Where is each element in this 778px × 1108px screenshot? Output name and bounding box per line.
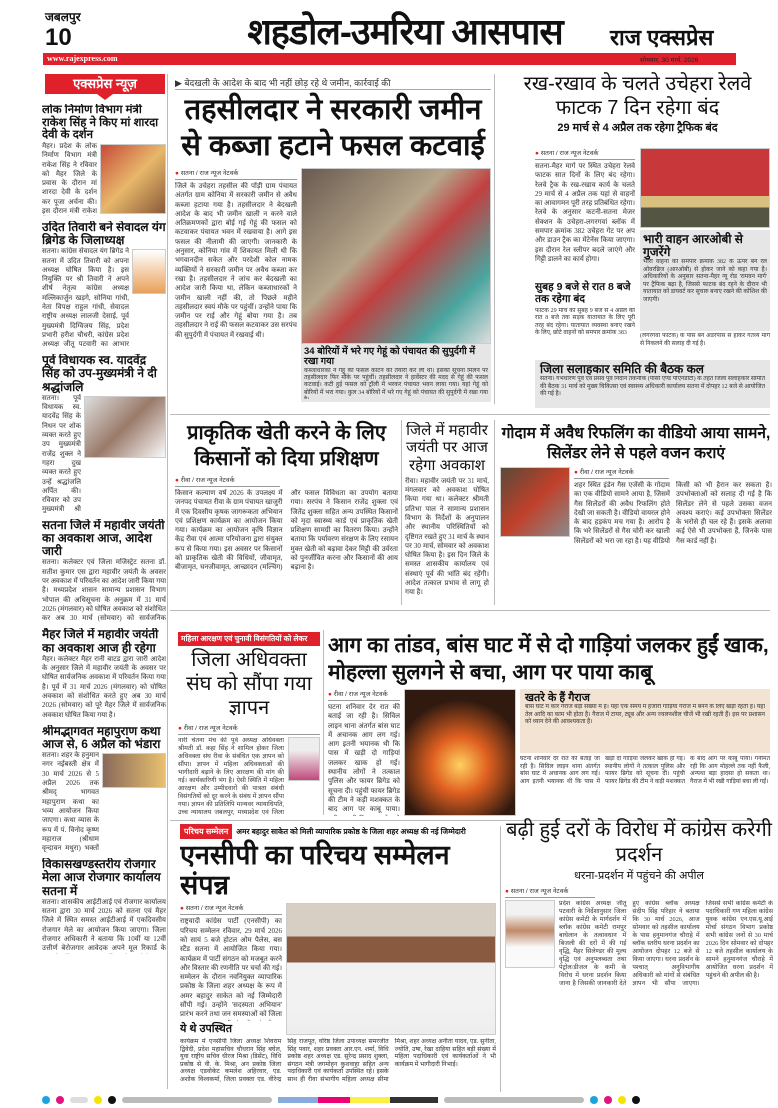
rail-header (500, 72, 775, 146)
ncp-kicker-row (180, 824, 496, 839)
divider (494, 74, 495, 404)
lead-content (175, 168, 491, 402)
cyan-dot (42, 1096, 50, 1104)
gray-bar (444, 1097, 584, 1103)
rail-right-column (640, 148, 770, 356)
lawyers-body: नारी चेतना मंच की पूर्व अध्यक्ष अधिवक्ता श्रीमती डॉ. कहा सिंह ने शामिल होकर जिला अधिवक्ता संघ रीवा के संबंधित एक ज्ञापन को सौंपा। ज्ञापन में महिला अधिवक्ताओं की भागीदारी बढ़ाने के लिए आरक्षण की मांग की गई। कार्यकारिणी भंग है। ऐसी स्थिति में महिला आरक्षण और उम्मीदवारों की पात्रता संबंधी विसंगतियों को दूर करने के संबंध में ज्ञापन सौंपा गया। ज्ञापन की प्रतिलिपि मान्यवर न्यायाधिपति, उच्च न्यायालय जबलपुर, मध्यप्रदेश एवं जिला (178, 737, 284, 816)
left-story-2 (42, 221, 166, 349)
lead-caption-box (301, 344, 491, 402)
rail-subhead: सुबह 9 बजे से रात 8 बजे तक रहेगा बंद (535, 281, 631, 305)
committee-box (535, 360, 770, 408)
farming-headline: प्राकृतिक खेती करने के लिए किसानों को दिया प्रशिक्षण (187, 422, 386, 470)
yellow-dot (94, 1096, 102, 1104)
magenta-dot (604, 1096, 612, 1104)
lawyers-headline: जिला अधिवक्ता संघ को सौंपा गया ज्ञापन (186, 649, 312, 719)
red-bar-end (728, 53, 736, 65)
story-body: मैहर। कलेक्टर मैहर रानी बाटड द्वारा जारी आदेश के अनुसार जिले में महावीर जयंती के अवसर पर घोषित सार्वजनिक अवकाश में परिवर्तन किया गया है। पूर्व में 31 मार्च 2026 (मंगलवार) को घोषित अवकाश को संशोधित करते हुए अब 30 मार्च 2026 (सोमवार) को पूरे मैहर जिले में सार्वजनिक अवकाश घोषित किया गया है। (42, 654, 166, 719)
fire-right-column (520, 689, 770, 816)
godam-headline: गोदाम में अवैध रिफलिंग का वीडियो आया सामने, सिलेंडर लेने से पहले वजन कराएं (501, 425, 771, 462)
fire-body: घटना शनिवार देर रात की बताई जा रही है। सिविल लाइन थाना अंतर्गत बांस घाट में अचानक आग लग गई। आग इतनी भयानक थी कि पास में खड़ी दो गाड़ियां जलकर खाक हो गईं। स्थानीय लोगों ने तत्काल पुलिस और फायर ब्रिगेड को सूचना दी। पहुंची फायर ब्रिगेड की टीम ने कड़ी मशक्कत के बाद आग पर काबू पाया। (328, 703, 400, 814)
ncp-text-column (180, 903, 282, 1035)
lawyers-photo (288, 737, 320, 781)
story-photo (102, 753, 166, 788)
lead-headline: तहसीलदार ने सरकारी जमीन से कब्जा हटाने फसल कटवाई (181, 94, 485, 162)
godam-byline: ● रीवा / राज न्यूज नेटवर्क (574, 467, 669, 479)
lead-kicker: ▶ बेदखली के आदेश के बाद भी नहीं छोड़ रहे थे जमीन, कार्रवाई की (175, 76, 491, 90)
page-number: 10 (45, 24, 72, 51)
fire-byline: ● रीवा / राज न्यूज नेटवर्क (328, 689, 400, 701)
caption-headline: 34 बोरियों में भरे गए गेहूं को पंचायत की सुपुर्दगी में रखा गया (304, 346, 476, 368)
story-photo (100, 144, 166, 214)
farming-body: किसान कल्याण वर्ष 2026 के उपलक्ष्य में जनपद पंचायत रीवा के ग्राम पंचायत खाजुरी में एक दिवसीय कृषक जागरूकता अभियान एवं प्रशिक्षण कार्यक्रम का आयोजन किया गया। कार्यक्रम का आयोजन कृषि विज्ञान केंद्र रीवा एवं आत्मा परियोजना द्वारा संयुक्त रूप से किया गया। इस अवसर पर किसानों को प्राकृतिक खेती की विधियों, जीवामृत, बीजामृत, घनजीवामृत, आच्छादन (मल्चिंग) और फसल विविधता का उपयोग बताया गया। सरपंच ने किसान राजेंद्र शुक्ला एवं जितेंद्र शुक्ला सहित अन्य उपस्थित किसानों को मृदा स्वास्थ्य कार्ड एवं प्राकृतिक खेती प्रशिक्षण सामग्री का वितरण किया। उन्होंने बताया कि पर्यावरण संरक्षण के लिए रसायन मुक्त खेती को बढ़ावा देकर मिट्टी की उर्वरता को पुनर्जीवित करना और किसानों की आय बढ़ाना है। (175, 489, 398, 572)
fire-text-column (328, 689, 400, 816)
godam-content (500, 467, 772, 606)
ncp-subhead: ये थे उपस्थित (180, 1022, 233, 1035)
brand-logo: राज एक्सप्रेस (610, 25, 714, 50)
box-headline: भारी वाहन आरओबी से गुजरेंगे (643, 232, 743, 260)
ncp-headline: एनसीपी का परिचय सम्मेलन संपन्न (180, 840, 450, 900)
black-dot (108, 1096, 116, 1104)
lead-text-column (175, 168, 297, 402)
story-headline: मैहर जिले में महावीर जयंती का अवकाश आज ही रहेगा (42, 628, 159, 655)
lawyers-kicker: महिला आरक्षण एवं चुनावी विसंगतियों को लेकर (178, 632, 320, 646)
story-body: सतना। कांग्रेस सेवादल यंग ब्रिगेड ने सतना में उदित तिवारी को अपना अध्यक्ष घोषित किया है। इस नियुक्ति पर श्री तिवारी ने अपने शीर्ष नेतृत्व कांग्रेस अध्यक्ष मल्लिकार्जुन खड़गे, सोनिया गांधी, नेता विपक्ष राहुल गांधी, सेवादल राष्ट्रीय अध्यक्ष लालजी देसाई, पूर्व मुख्यमंत्री दिग्विजय सिंह, प्रदेश प्रभारी हरीश चौधरी, कांग्रेस प्रदेश अध्यक्ष जीतू पटवारी का आभार (42, 247, 129, 349)
story-body: सतना। शहर के हनुमान नगर नईबस्ती क्षेत्र में 30 मार्च 2026 से 5 अप्रैल 2026 तक श्रीमद् भागवत महापुराण कथा का भव्य आयोजन किया जाएगा। कथा व्यास के रूप में पं. विनोद कृष्ण महाराज (श्रीधाम वृन्दावन मथुरा) भक्तों (42, 751, 99, 853)
left-story-3 (42, 354, 166, 514)
heavy-vehicle-box (640, 230, 770, 331)
ncp-story (180, 824, 496, 1092)
left-story-1 (42, 104, 166, 216)
lawyers-content (178, 737, 320, 816)
box-body: बांस घाट में कार गैराज बड़ी संख्या में हैं। यहां एक समय में हजारों गाड़ियां गैराज में बनने के लिए खड़ी रहती हैं। यहां तेल आदि का काम भी होता है। गैराज में टायर, ट्यूब और अन्य ज्वलनशील चीजें भी रखी रहती हैं। इस पर प्रशासन को ध्यान देने की आवश्यकता है। (525, 704, 765, 725)
yellow-dot (618, 1096, 626, 1104)
godam-body: शहर स्थित इंडेन गैस एजेंसी के गोदाम का एक वीडियो सामने आया है, जिसमें गैस सिलेंडरों की अवैध रिफलिंग होते देखी जा सकती है। वीडियो वायरल होने के बाद हड़कंप मच गया है। आरोप है कि भरे सिलेंडरों से गैस चोरी कर खाली सिलेंडरों को भरा जा रहा है। यह वीडियो किसी को भी हैरान कर सकता है। उपभोक्ताओं को सलाह दी गई है कि सिलेंडर लेने से पहले उसका वजन अवश्य कराएं। कई उपभोक्ता सिलेंडर के भरोसे ही चल रहे हैं। इसके अलावा कई ऐसे भी उपभोक्ता हैं, जिनके पास गैस कार्ड नहीं है। (574, 481, 772, 545)
fire-headline: आग का तांडव, बांस घाट में से दो गाड़ियां जलकर हुईं खाक, मोहल्ला सुलगने से बचा, आग पर पाया काबू (328, 634, 769, 684)
box-headline: जिला सलाहकार समिति की बैठक कल (540, 362, 704, 376)
story-headline: लोक निर्माण विभाग मंत्री राकेश सिंह ने किए मां शारदा देवी के दर्शन (42, 104, 159, 142)
lawyers-byline: ● रीवा / राज न्यूज नेटवर्क (178, 723, 320, 735)
left-story-5 (42, 628, 166, 719)
farming-byline: ● रीवा / राज न्यूज नेटवर्क (175, 475, 280, 487)
left-story-7 (42, 858, 166, 954)
congress-photo (505, 900, 555, 968)
ncp-byline: ● सतना / राज न्यूज नेटवर्क (180, 903, 282, 915)
divider (500, 826, 501, 1092)
express-news-label: एक्सप्रेस न्यूज़ (45, 74, 165, 94)
lead-story (175, 76, 491, 402)
fire-content (328, 689, 770, 816)
lawyers-story (178, 632, 320, 816)
story-headline: पूर्व विधायक स्व. यादवेंद्र सिंह को उप-मुख्यमंत्री ने दी श्रद्धांजलि (42, 354, 157, 394)
ncp-photo (286, 903, 496, 1035)
mahavir-body: रीवा। महावीर जयंती पर 31 मार्च, मंगलवार को अवकाश घोषित किया गया था। कलेक्टर श्रीमती प्रतिभा पाल ने सामान्य प्रशासन विभाग के निर्देशों के अनुपालन और स्थानीय परिस्थितियों को दृष्टिगत रखते हुए 31 मार्च के स्थान पर 30 मार्च, सोमवार को अवकाश घोषित किया है। इस दिन जिले के समस्त शासकीय कार्यालय एवं संस्थाएं पूर्व की भांति बंद रहेंगी। आदेश तत्काल प्रभाव से लागू हो गया है। (405, 476, 489, 597)
label-pointer (97, 94, 113, 100)
story-body: सतना। शासकीय आईटीआई एवं रोजगार कार्यालय सतना द्वारा 30 मार्च 2026 को सतना एवं मैहर जिले में स्थित समस्त आईटीआई में एकदिवसीय रोजगार मेले का आयोजन किया जाएगा। जिला रोजगार अधिकारी ने बताया कि 10वीं या 12वीं उत्तीर्ण बेरोजगार आवेदक अपने मूल रिकार्ड के (42, 897, 166, 953)
ncp-kicker: परिचय सम्मेलन (180, 824, 232, 839)
lead-byline: ● सतना / राज न्यूज नेटवर्क (175, 168, 297, 180)
mahavir-headline: जिले में महावीर जयंती पर आज रहेगा अवकाश (406, 422, 488, 474)
rail-body: सतना-मैहर मार्ग पर स्थित उचेहरा रेलवे फाटक सात दिनों के लिए बंद रहेगा। रेलवे ट्रैक के रख-रखाव कार्य के चलते 29 मार्च से 4 अप्रैल तक यहां से वाहनों का आवागमन पूरी तरह प्रतिबंधित रहेगा। रेलवे के अनुसार कटनी-सतना मेजर सेक्शन के उचेहरा-लगरगवां ब्लॉक में समपार क्रमांक 382 उचेहरा गेट पर अप और डाउन ट्रैक का मेंटेनेंस किया जाएगा। इस दौरान रेल स्लीपर बदले जाएंगे और गिट्टी डालने का कार्य होगा। (535, 162, 635, 263)
story-headline: विकासखण्डस्तरीय रोजगार मेला आज रोजगार कार्यालय सतना में (42, 858, 161, 898)
divider (494, 420, 495, 605)
box-body: सतना। गर्भधारण पूर्व एवं प्रसव पूर्व निदान तकनीक (पीसी एण्ड पीएनडीटी) के तहत जिला सलाहकार समिति की बैठक 31 मार्च को मुख्य चिकित्सा एवं स्वास्थ्य अधिकारी कार्यालय सतना में दोपहर 12 बजे से आयोजित की गई है। (540, 376, 765, 398)
ncp-kicker-2: अमर बहादुर साकेत को मिली व्यापारिक प्रकोष्ठ के जिला शहर अध्यक्ष की नई जिम्मेदारी (236, 827, 466, 836)
godam-text (574, 467, 772, 606)
row-divider (170, 610, 770, 611)
lead-body: जिले के उचेहरा तहसील की पोंड़ी ग्राम पंचायत अंतर्गत ग्राम कोनिया में सरकारी जमीन से अवैध कब्जा हटाया गया है। तहसीलदार ने बेदखली आदेश के बाद भी जमीन खाली न करने वाले अतिक्रमणकों द्वारा बोई गई गेहूं की फसल को कटवाकर पंचायत भवन में रखवाया है। आगे इस फसल की नीलामी की जाएगी। जानकारी के अनुसार, कोनिया गांव में शिकायत मिली थी कि भगवानदीन सकेत और परदेशी कोल नामक व्यक्तियों ने सरकारी जमीन पर अवैध कब्जा कर रखा है। तहसीलदार ने जांच कर बेदखली का आदेश जारी किया था, लेकिन कब्जाधारकों ने जमीन खाली नहीं की, तो पिछले महीने तहसीलदार स्वयं मौके पर पहुंचीं। उन्होंने पाया कि जमीन पर राई और गेहूं बोया गया है। तब तहसीलदार ने राई की फसल कटवाकर उस सरपंच की सुपुर्दगी में पंचायत में रखवाई थी। (175, 182, 297, 339)
rail-byline: ● सतना / राज न्यूज नेटवर्क (535, 148, 635, 160)
ncp-content (180, 903, 496, 1035)
lead-photo-column (301, 168, 491, 402)
congress-content (505, 900, 773, 1092)
story-photo (132, 249, 166, 294)
red-bar (43, 53, 733, 65)
issue-date: सोमवार, 30 मार्च, 2026 (640, 57, 699, 64)
page-city: जबलपुर (45, 10, 81, 24)
ncp-sub-body: कार्यक्रम में एनसीपी जिला अध्यक्ष शिवराम द्विवेदी, प्रदेश महासचिव चौधरान सिंह बघेल, युवा राष्ट्रीय सचिव धीरज मिश्रा (डिसेंट), विधि प्रकोष्ठ से वी. के. मिश्रा, अन प्रकोष्ठ जिला अध्यक्ष एडवोकेट कमलेश अहिरवार, एड. अशोक विश्वकर्मा, जिला प्रवक्ता एड. वीरेन्द्र सिंह राजपूत, वरिष्ठ जिला उपाध्यक्ष समरजीत सिंह पवार, शहर प्रवक्ता आर.एन. शर्मा, विधि प्रकोष्ठ शहर अध्यक्ष एड. सुरेन्द्र प्रसाद शुक्ला, संगठन मंत्री जगमोहन कुशवाहा सहित अन्य पदाधिकारी एवं कार्यकर्ता उपस्थित रहे। इसके साथ ही रीवा संभागीय महिला अध्यक्ष सीमा मिश्रा, शहर अध्यक्ष अनीता यादव, एड. सुनीता, ज्योति, उषा, रेखा दाहिया सहित बड़ी संख्या में महिला पदाधिकारी एवं कार्यकर्ताओं ने भी कार्यक्रम में भागीदारी निभाई। (180, 1038, 496, 1083)
congress-byline: ● सतना / राज न्यूज नेटवर्क (505, 886, 595, 898)
story-headline: श्रीमद्भागवत महापुराण कथा आज से, 6 अप्रैल को भंडारा (42, 724, 161, 751)
left-story-4 (42, 519, 166, 624)
story-body: सतना। कलेक्टर एवं जिला मजिस्ट्रेट सतना डॉ. सतीश कुमार एस द्वारा महावीर जयंती के अवसर पर अवकाश में परिवर्तन का आदेश जारी किया गया है। मध्यप्रदेश शासन सामान्य प्रशासन विभाग भोपाल की अधिसूचना के अनुक्रम में 31 मार्च 2026 (मंगलवार) को घोषित अवकाश को संशोधित कर अब 30 मार्च (सोमवार) को सार्वजनिक (42, 558, 166, 623)
fire-photo (404, 689, 516, 816)
congress-headline: बढ़ी हुई दरों के विरोध में कांग्रेस करेगी प्रदर्शन (506, 819, 772, 866)
congress-subheadline: धरना-प्रदर्शन में पहुंचने की अपील (574, 870, 704, 882)
box-body: भारी वाहनों को समपार क्रमांक 382 के ऊपर बने रेल ओवरब्रिज (आरओबी) से होकर जाने को कहा गया है। अधिकारियों के अनुसार सतना-मैहर न्यू रोड 'रामवन मार्ग' पर ट्रैफिक बढ़ा है, जिससे फाटक बंद रहने के दौरान भी यातायात को डायवर्ट कर सुचारु बनाए रखने की कोशिश की जाएगी। (643, 259, 767, 303)
rail-subheadline: 29 मार्च से 4 अप्रैल तक रहेगा ट्रैफिक बंद (557, 122, 718, 134)
row-divider (170, 414, 770, 415)
fire-story (328, 632, 770, 816)
divider (401, 420, 402, 605)
garage-box (520, 689, 770, 753)
divider (167, 74, 168, 1089)
farming-story (175, 420, 398, 606)
rail-headline: रख-रखाव के चलते उचेहरा रेलवे फाटक 7 दिन रहेगा बंद (523, 73, 752, 119)
kicker-text: बेदखली के आदेश के बाद भी नहीं छोड़ रहे थे जमीन, कार्रवाई की (184, 78, 391, 88)
godam-photo (500, 467, 570, 537)
gray-bar (122, 1097, 272, 1103)
rail-photo (640, 148, 770, 228)
website-url: www.rajexpress.com (47, 54, 118, 63)
cyan-dot (590, 1096, 598, 1104)
story-headline: उदित तिवारी बने सेवादल यंग ब्रिगेड के जिलाध्यक्ष (42, 220, 166, 248)
story-headline: सतना जिले में महावीर जयंती का अवकाश आज, आदेश जारी (42, 518, 165, 559)
mahavir-story (405, 422, 489, 606)
congress-story (505, 818, 773, 1092)
fire-body-cont: घटना शनिवार देर रात की बताई जा रही है। सिविल लाइन थाना अंतर्गत बांस घाट में अचानक आग लग गई। आग इतनी भयानक थी कि पास में खड़ी दो गाड़ियां जलकर खाक हो गईं। स्थानीय लोगों ने तत्काल पुलिस और फायर ब्रिगेड को सूचना दी। पहुंची फायर ब्रिगेड की टीम ने कड़ी मशक्कत के बाद आग पर काबू पाया। गनीमत रही कि आग मोहल्ले तक नहीं फैली, अन्यथा बड़ा हादसा हो सकता था। गैराज में भी रखी गाड़ियां बचा ली गईं। (520, 756, 770, 785)
magenta-dot (56, 1096, 64, 1104)
godam-story (500, 424, 772, 606)
left-story-6 (42, 725, 166, 853)
rail-text-column (535, 148, 635, 356)
box-headline: खतरे के हैं गैराज (525, 692, 590, 704)
story-body: सतना। पूर्व विधायक स्व. यादवेंद्र सिंह के निधन पर शोक व्यक्त करते हुए उप मुख्यमंत्री राजेंद्र शुक्ल ने गहरा दुख व्यक्त करते हुए उन्हें श्रद्धांजलि अर्पित की। रविवार को उप मुख्यमंत्री श्री (42, 393, 81, 514)
color-dots (278, 1097, 438, 1103)
divider (323, 630, 324, 815)
story-photo (84, 396, 166, 458)
congress-body: प्रदेश कांग्रेस अध्यक्ष जीतू पटवारी के निर्देशानुसार जिला कांग्रेस कमेटी के मार्गदर्शन में ब्लॉक कांग्रेस कमेटी रामपुर बाघेलान के तत्वावधान में बिजली की दरों में की गई वृद्धि, मैहर सिलेण्डर की मूल्य वृद्धि एवं अनुपलब्धता तथा पेट्रोल/डीजल के कमी के विरोध में धरना प्रदर्शन किया जाना है जिसकी जानकारी देते हुए कांग्रेस ब्लॉक अध्यक्ष संदीप सिंह परिहार ने बताया कि 30 मार्च 2026, आज सोमवार को तहसील कार्यालय के पास हनुमानगंज चौराहे में ब्लॉक स्तरीय धरना प्रदर्शन का आयोजन दोपहर 12 बजे से किया जाएगा। धरना प्रदर्शन के पश्चात् अनुविभागीय अधिकारी को मांगों से संबंधित ज्ञापन भी सौंपा जाएगा। जिससे सभी कांग्रेस कमेटी के पदाधिकारी गण महिला कांग्रेस युवक कांग्रेस एन.एस.यू.आई मोर्चा संगठन विभाग प्रकोष्ठ सभी कांग्रेस जनों से 30 मार्च 2026 दिन सोमवार को दोपहर 12 बजे तहसील कार्यालय के सामने हनुमानगंज चौराहे में आयोजित धरना प्रदर्शन में पहुंचने की अपील की है। (559, 900, 773, 987)
lead-photo (301, 168, 491, 344)
rail-sub-body: फाटक 29 मार्च की सुबह 9 बजे से 4 अप्रैल की रात 8 बजे तक सड़क यातायात के लिए पूरी तरह बंद रहेगा। यातायात व्यवस्था बनाए रखने के लिए, छोटे वाहनों को समपार क्रमांक 383 (535, 307, 635, 337)
gray-bar (70, 1097, 88, 1103)
print-color-bar (42, 1095, 777, 1105)
black-dot (632, 1096, 640, 1104)
left-column (42, 104, 166, 1090)
caption-body: कब्जाधारकों ने गेहूं की फसल काटने की तैयारी कर ली थी। इसकी सूचना मिलने पर तहसीलदार फिर मौके पर पहुंचीं। तहसीलदार ने हार्वेस्टर की मदद से गेहूं की फसल कटवाई। कटी हुई फसल को ट्रॉली में भरकर पंचायत भवन लाया गया। यहां गेहूं को बोरियों में भरा गया। कुल 34 बोरियों में भरे गए गेहूं को पंचायत की सुपुर्दगी में रखा गया (304, 367, 488, 396)
story-body: मैहर। प्रदेश के लोक निर्माण विभाग मंत्री राकेश सिंह ने रविवार को मैहर जिले के प्रवास के दौरान मां शारदा देवी के दर्शन कर पूजा अर्चना की। इस दौरान मंत्री राकेश (42, 141, 97, 215)
section-title: शहडोल-उमरिया आसपास (247, 11, 563, 52)
rail-tail: (लगरगवां फाटक) के पास बने अंडरपास से होकर गंतव्य मार्ग से निकलने की सलाह दी गई है। (640, 333, 770, 347)
ncp-body: राष्ट्रवादी कांग्रेस पार्टी (एनसीपी) का परिचय सम्मेलन रविवार, 29 मार्च 2026 को सायं 5 बजे होटल ओम पैलेस, बस स्टैंड सतना में आयोजित किया गया। कार्यक्रम में पार्टी संगठन को मजबूत करने और विस्तार की रणनीति पर चर्चा की गई। सम्मेलन के दौरान नवनियुक्त व्यापारिक प्रकोष्ठ के जिला शहर अध्यक्ष के रूप में अमर बहादुर साकेत को नई जिम्मेदारी सौंपी गई। उन्होंने 'सदस्यता अभियान' प्रारंभ करने तथा जन समस्याओं को जिला (180, 917, 282, 1019)
